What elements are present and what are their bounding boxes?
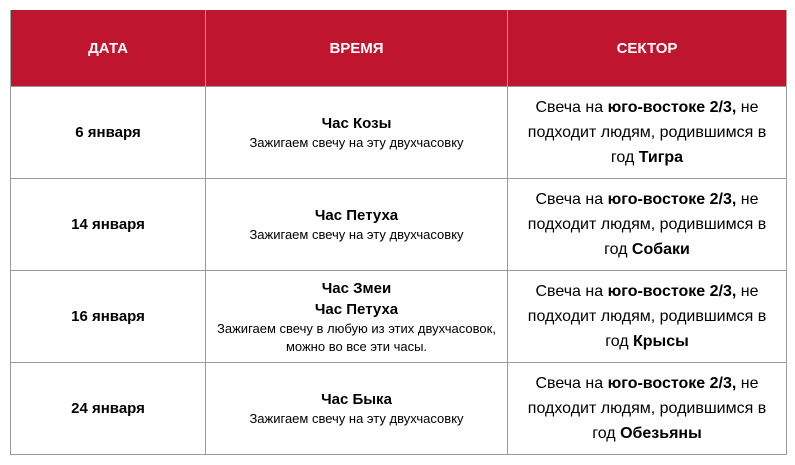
time-note: Зажигаем свечу на эту двухчасовку bbox=[249, 411, 464, 426]
sector-place: юго-востоке 2/3, bbox=[607, 191, 737, 208]
table-row bbox=[11, 363, 787, 455]
sector-mid: не подходит людям, родившимся в год bbox=[527, 191, 767, 258]
sector-animal: Обезьяны bbox=[620, 425, 702, 442]
sector-place: юго-востоке 2/3, bbox=[607, 375, 737, 392]
sector-mid: не подходит людям, родившимся в год bbox=[527, 283, 767, 350]
date-cell: 14 января bbox=[11, 179, 206, 271]
sector-cell bbox=[508, 271, 787, 363]
sector-prefix: Свеча на bbox=[535, 375, 608, 392]
table-row bbox=[11, 179, 787, 271]
hour-label: Час Козы bbox=[321, 115, 392, 132]
date-cell: 16 января bbox=[11, 271, 206, 363]
sector-mid: не подходит людям, родившимся в год bbox=[527, 99, 767, 166]
time-cell bbox=[206, 179, 508, 271]
header-row bbox=[11, 10, 787, 87]
hour-label: Час Петуха bbox=[314, 207, 399, 224]
sector-prefix: Свеча на bbox=[535, 283, 608, 300]
sector-place: юго-востоке 2/3, bbox=[607, 99, 737, 116]
time-note: Зажигаем свечу на эту двухчасовку bbox=[249, 227, 464, 242]
time-note: Зажигаем свечу на эту двухчасовку bbox=[249, 135, 464, 150]
header-time: ВРЕМЯ bbox=[206, 10, 508, 87]
schedule-table bbox=[10, 10, 787, 455]
table-row bbox=[11, 87, 787, 179]
time-cell bbox=[206, 363, 508, 455]
sector-animal: Крысы bbox=[633, 333, 689, 350]
sector-animal: Собаки bbox=[631, 241, 690, 258]
sector-animal: Тигра bbox=[638, 149, 684, 166]
sector-prefix: Свеча на bbox=[535, 191, 608, 208]
hour-label: Час Змеи bbox=[321, 279, 392, 297]
sector-cell bbox=[508, 179, 787, 271]
time-cell bbox=[206, 87, 508, 179]
sector-cell bbox=[508, 363, 787, 455]
header-sector: СЕКТОР bbox=[508, 10, 787, 87]
time-note: Зажигаем свечу в любую из этих двухчасовок, можно во все эти часы. bbox=[217, 320, 496, 354]
date-cell: 6 января bbox=[11, 87, 206, 179]
date-cell: 24 января bbox=[11, 363, 206, 455]
sector-mid: не подходит людям, родившимся в год bbox=[527, 375, 767, 442]
header-date: ДАТА bbox=[11, 10, 206, 87]
table-row bbox=[11, 271, 787, 363]
sector-cell bbox=[508, 87, 787, 179]
time-cell bbox=[206, 271, 508, 363]
hour-label: Час Петуха bbox=[314, 300, 399, 318]
sector-place: юго-востоке 2/3, bbox=[607, 283, 737, 300]
hour-label: Час Быка bbox=[321, 391, 392, 408]
sector-prefix: Свеча на bbox=[535, 99, 608, 116]
